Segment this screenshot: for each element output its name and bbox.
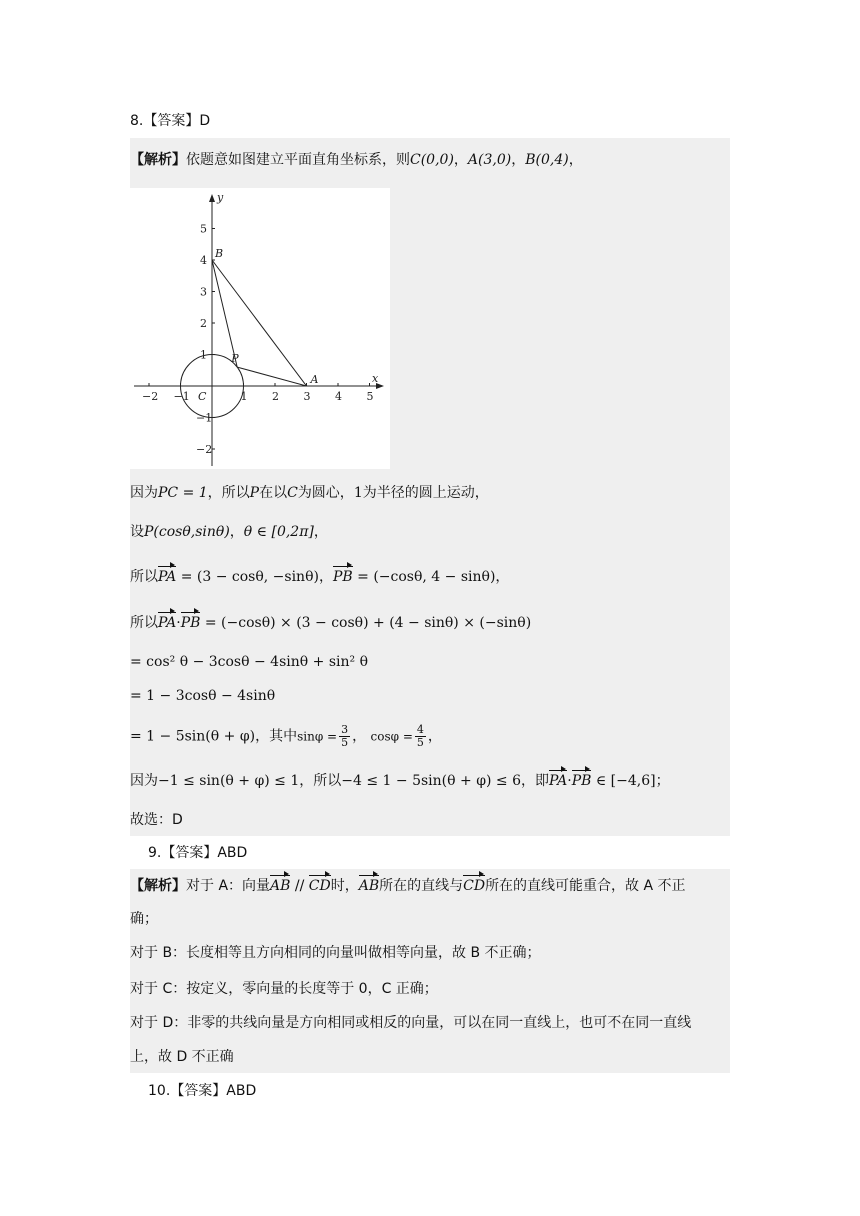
q9-option-d-cont: 上，故 D 不正确 [130,1049,234,1065]
y-tick-label: 3 [200,285,207,299]
q8-line-4: 所以PA·PB = (−cosθ) × (3 − cosθ) + (4 − sinθ) × (−sinθ) [130,615,532,631]
point-label-p: P [231,352,239,366]
point-a: A(3,0) [467,152,512,168]
q9-option-b: 对于 B：长度相等且方向相同的向量叫做相等向量，故 B 不正确； [130,945,541,961]
q9-option-d: 对于 D：非零的共线向量是方向相同或相反的向量，可以在同一直线上，也可不在同一直线 [130,1015,692,1031]
point-c: C(0,0) [410,152,454,168]
point-label-a: A [310,373,319,386]
q9-option-c: 对于 C：按定义，零向量的长度等于 0，C 正确； [130,981,438,997]
q9-solution-block [130,869,730,1073]
point-b: B(0,4) [525,152,569,168]
vector-pb: PB [332,569,353,585]
x-tick-label: 5 [366,390,374,403]
y-tick-label: −2 [196,443,213,456]
q8-line-6: = 1 − 3cosθ − 4sinθ [130,688,276,704]
q8-line-2: 设P(cosθ,sinθ)，θ ∈ [0,2π]， [130,524,328,540]
y-tick-label: −1 [196,411,213,425]
vector-pa: PA [158,569,177,585]
q10-heading: 10.【答案】ABD [148,1083,257,1099]
y-axis-label: y [217,191,224,204]
q8-intro: 【解析】依题意如图建立平面直角坐标系，则C(0,0)，A(3,0)，B(0,4)， [130,152,583,168]
q9-option-a: 【解析】对于 A：向量AB // CD时，AB所在的直线与CD所在的直线可能重合，故 A 不正 [130,878,686,894]
y-tick-label: 2 [200,317,207,330]
x-tick-label: −1 [173,390,190,403]
x-axis-label: x [372,372,379,385]
q8-heading: 8.【答案】D [130,113,211,129]
y-tick-label: 1 [200,348,207,362]
q8-line-1: 因为PC = 1，所以P在以C为圆心，1为半径的圆上运动， [130,485,489,501]
y-tick-label: 4 [200,254,207,267]
point-label-b: B [215,247,224,260]
q8-line-7: = 1 − 5sin(θ + φ)，其中sinφ = $\frac{3}{5}$ ， cosφ = $\frac{4}{5}$ ， [130,723,442,749]
solution-label: 【解析】 [130,152,186,168]
x-tick-label: 1 [240,390,248,403]
coordinate-diagram [130,188,390,469]
y-tick-label: 5 [200,222,207,236]
x-tick-label: 2 [272,390,279,403]
point-label-c: C [198,390,207,403]
q9-heading: 9.【答案】ABD [148,845,248,861]
q8-line-5: = cos² θ − 3cosθ − 4sinθ + sin² θ [130,654,368,670]
x-tick-label: −2 [142,390,159,403]
q8-line-3: 所以PA = (3 − cosθ, −sinθ)，PB = (−cosθ, 4 − sinθ)， [130,569,510,585]
x-tick-label: 4 [335,390,342,403]
x-tick-label: 3 [303,390,311,403]
q9-option-a-cont: 确； [130,911,158,927]
q8-conclusion: 故选：D [130,812,183,828]
q8-line-8: 因为−1 ≤ sin(θ + φ) ≤ 1，所以−4 ≤ 1 − 5sin(θ + φ) ≤ 6，即PA·PB ∈ [−4,6]； [130,773,670,789]
